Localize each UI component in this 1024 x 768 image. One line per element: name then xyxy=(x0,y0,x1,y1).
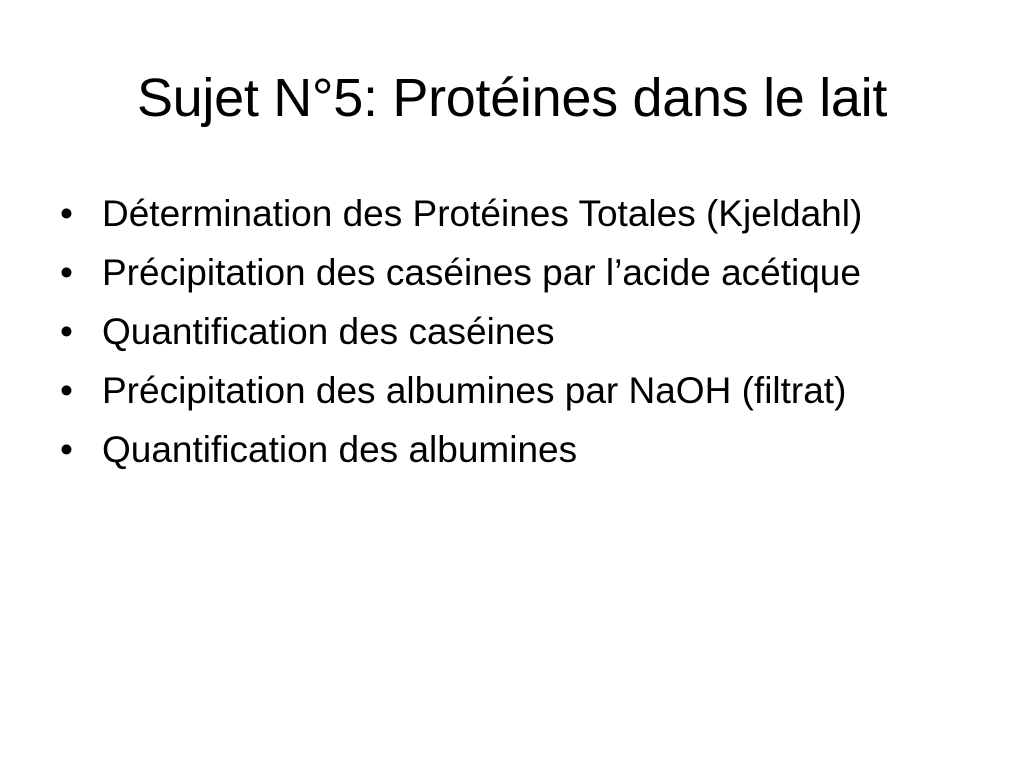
bullet-icon: • xyxy=(60,370,73,411)
list-item-text: Quantification des caséines xyxy=(102,311,555,352)
bullet-icon: • xyxy=(60,193,73,234)
bullet-icon: • xyxy=(60,252,73,293)
list-item-text: Précipitation des caséines par l’acide acétique xyxy=(102,252,861,293)
bullet-icon: • xyxy=(60,311,73,352)
list-item xyxy=(58,250,958,295)
bullet-icon: • xyxy=(60,429,73,470)
slide-title: Sujet N°5: Protéines dans le lait xyxy=(136,68,888,128)
list-item xyxy=(58,309,958,354)
list-item xyxy=(58,368,958,413)
list-item xyxy=(58,191,958,236)
list-item-text: Quantification des albumines xyxy=(102,429,578,470)
bullet-list xyxy=(58,191,958,486)
list-item-text: Détermination des Protéines Totales (Kjeldahl) xyxy=(102,193,863,234)
list-item xyxy=(58,427,958,472)
list-item-text: Précipitation des albumines par NaOH (filtrat) xyxy=(102,370,847,411)
